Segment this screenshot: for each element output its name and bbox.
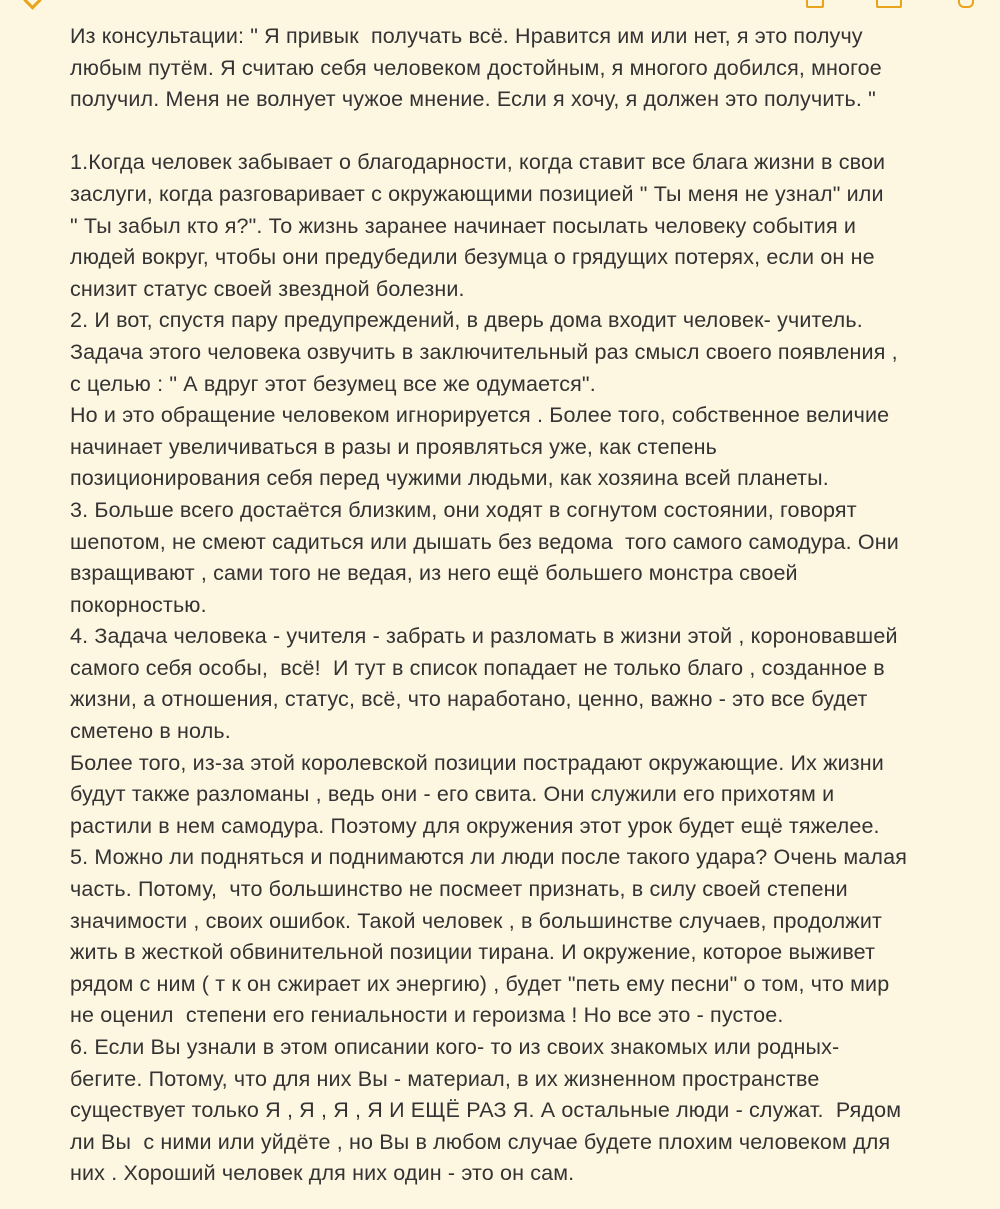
note-line: них . Хороший человек для них один - это он сам. [70, 1161, 575, 1186]
note-line: Более того, из-за этой королевской позиции пострадают окружающие. Их жизни [70, 750, 884, 775]
note-line: жизни, а отношения, статус, всё, что наработано, ценно, важно - это все будет [70, 687, 868, 712]
note-line: заслуги, когда разговаривает с окружающими позицией " Ты меня не узнал" или [70, 181, 884, 206]
note-line: Но и это обращение человеком игнорируется . Более того, собственное величие [70, 403, 890, 428]
note-line [70, 116, 990, 148]
note-line: будут также разломаны , ведь они - его свита. Они служили его прихотям и [70, 782, 835, 807]
note-line: шепотом, не смеют садиться или дышать без ведома того самого самодура. Они [70, 529, 899, 554]
note-line: 3. Больше всего достаётся близким, они ходят в согнутом состоянии, говорят [70, 497, 857, 522]
note-line: взращивают , сами того не ведая, из него ещё большего монстра своей [70, 561, 798, 586]
chevron-down-icon[interactable] [23, 0, 41, 10]
note-body[interactable] [70, 21, 990, 1190]
note-line: сметено в ноль. [70, 719, 231, 744]
note-line: Задача этого человека озвучить в заключительный раз смысл своего появления , [70, 339, 898, 364]
note-line: рядом с ним ( т к он сжирает их энергию) , будет "петь ему песни" о том, что мир [70, 971, 890, 996]
note-line: получил. Меня не волнует чужое мнение. Если я хочу, я должен это получить. " [70, 87, 876, 112]
more-icon[interactable] [958, 0, 974, 8]
note-line: 5. Можно ли подняться и поднимаются ли люди после такого удара? Очень малая [70, 845, 907, 870]
note-line: 1.Когда человек забывает о благодарности, когда ставит все блага жизни в свои [70, 150, 886, 175]
note-line: с целью : " А вдруг этот безумец все же одумается". [70, 371, 596, 396]
note-line: позиционирования себя перед чужими людьми, как хозяина всей планеты. [70, 466, 829, 491]
note-line: самого себя особы, всё! И тут в список попадает не только благо , созданное в [70, 655, 885, 680]
share-icon[interactable] [876, 0, 902, 8]
note-line: жить в жесткой обвинительной позиции тирана. И окружение, которое выживет [70, 940, 876, 965]
note-line: ли Вы с ними или уйдёте , но Вы в любом случае будете плохим человеком для [70, 1129, 891, 1154]
note-line: не оценил степени его гениальности и героизма ! Но все это - пустое. [70, 1003, 784, 1028]
note-line: покорностью. [70, 592, 207, 617]
note-line: 4. Задача человека - учителя - забрать и разломать в жизни этой , короновавшей [70, 624, 898, 649]
toolbar [0, 0, 1000, 10]
sheet-icon[interactable] [806, 0, 824, 8]
note-line: 6. Если Вы узнали в этом описании кого- то из своих знакомых или родных- [70, 1035, 840, 1059]
note-line: " Ты забыл кто я?". То жизнь заранее начинает посылать человеку события и [70, 213, 857, 238]
note-line: значимости , своих ошибок. Такой человек , в большинстве случаев, продолжит [70, 908, 882, 933]
note-line: начинает увеличиваться в разы и проявляться уже, как степень [70, 434, 718, 459]
note-line: существует только Я , Я , Я , Я И ЕЩЁ РАЗ Я. А остальные люди - служат. Рядом [70, 1098, 902, 1123]
note-line: растили в нем самодура. Поэтому для окружения этот урок будет ещё тяжелее. [70, 813, 880, 838]
note-line: часть. Потому, что большинство не посмеет признать, в силу своей степени [70, 877, 848, 902]
note-line: снизит статус своей звездной болезни. [70, 276, 465, 301]
note-line: любым путём. Я считаю себя человеком достойным, я многого добился, многое [70, 55, 882, 80]
note-line: 2. И вот, спустя пару предупреждений, в дверь дома входит человек- учитель. [70, 308, 863, 333]
note-line: людей вокруг, чтобы они предубедили безумца о грядущих потерях, если он не [70, 245, 875, 270]
note-line: Из консультации: " Я привык получать всё. Нравится им или нет, я это получу [70, 24, 863, 48]
note-line: бегите. Потому, что для них Вы - материал, в их жизненном пространстве [70, 1066, 820, 1091]
